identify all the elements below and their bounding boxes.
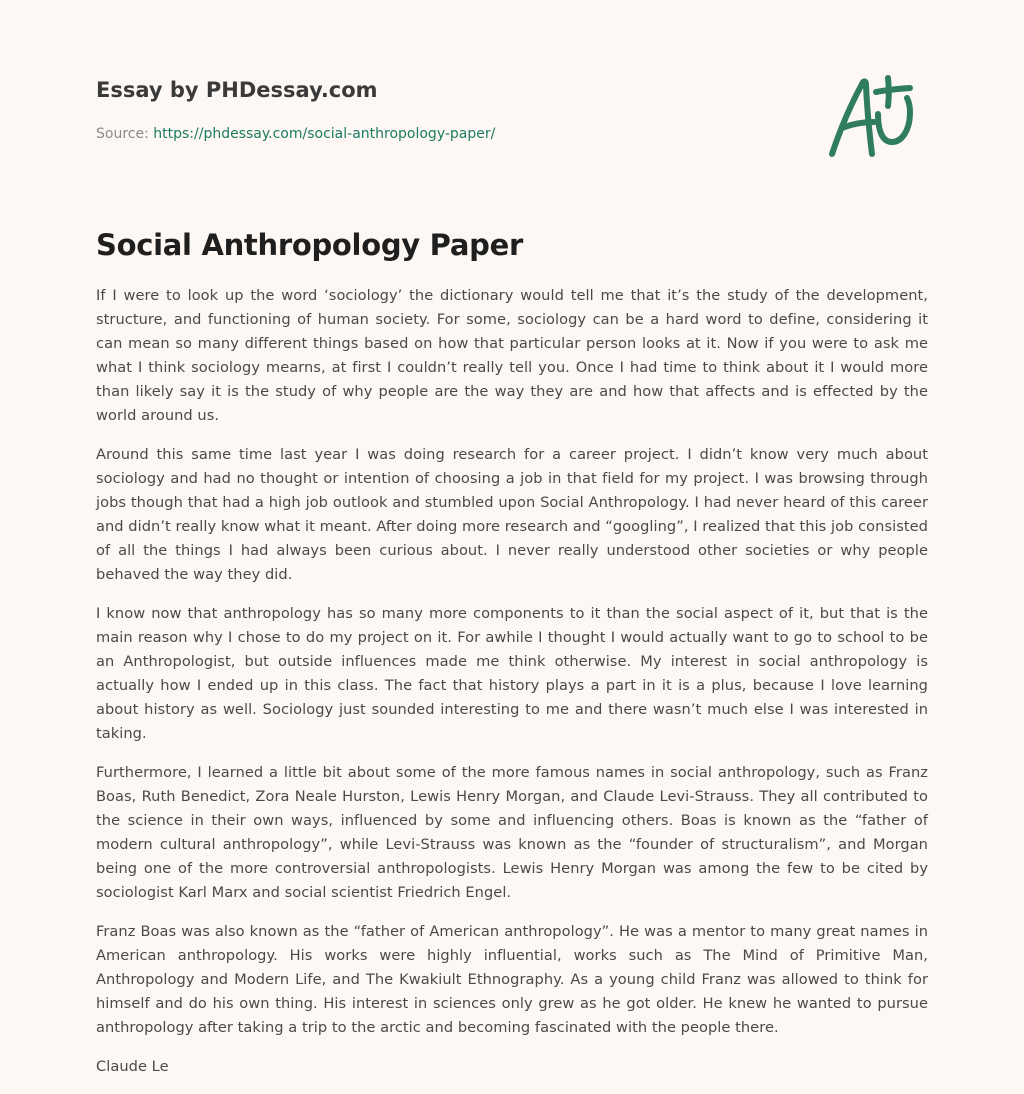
essay-paragraph-truncated: Claude Le [96,1058,169,1075]
essay-body [96,284,928,1094]
source-label: Source: [96,126,154,142]
essay-paragraph: I know now that anthropology has so many more components to it than the social aspect of it, but that is the main reason why I chose to do my project on it. For awhile I thought I would actually want to go to school to be an Anthropologist, but outside influences made me think otherwise. My interest in social anthropology is actually how I ended up in this class. The fact that history plays a part in it is a plus, because I love learning about history as well. Sociology just sounded interesting to me and there wasn’t much else I was interested in taking. [96,605,928,742]
source-link[interactable]: https://phdessay.com/social-anthropology-paper/ [153,126,496,142]
essay-paragraph: Furthermore, I learned a little bit about some of the more famous names in social anthropology, such as Franz Boas, Ruth Benedict, Zora Neale Hurston, Lewis Henry Morgan, and Claude Levi-Strauss. They all contributed to the science in their own ways, influenced by some and influencing others. Boas is known as the “father of modern cultural anthropology”, while Levi-Strauss was known as the “founder of structuralism”, and Morgan being one of the more controversial anthropologists. Lewis Henry Morgan was among the few to be cited by sociologist Karl Marx and social scientist Friedrich Engel. [96,764,928,901]
page-header [96,76,928,186]
a-plus-logo-icon [818,68,928,168]
essay-title: Social Anthropology Paper [96,228,523,262]
essay-paragraph: Around this same time last year I was doing research for a career project. I didn’t know very much about sociology and had no thought or intention of choosing a job in that field for my project. I was browsing through jobs though that had a high job outlook and stumbled upon Social Anthropology. I had never heard of this career and didn’t really know what it meant. After doing more research and “googling”, I realized that this job consisted of all the things I had always been curious about. I never really understood other societies or why people behaved the way they did. [96,446,928,583]
essay-paragraph: If I were to look up the word ‘sociology’ the dictionary would tell me that it’s the study of the development, structure, and functioning of human society. For some, sociology can be a hard word to define, considering it can mean so many different things based on how that particular person looks at it. Now if you were to ask me what I think sociology mearns, at first I couldn’t really tell you. Once I had time to think about it I would more than likely say it is the study of why people are the way they are and how that affects and is effected by the world around us. [96,287,928,424]
brand-title: Essay by PHDessay.com [96,78,378,102]
essay-paragraph: Franz Boas was also known as the “father of American anthropology”. He was a mentor to many great names in American anthropology. His works were highly influential, works such as The Mind of Primitive Man, Anthropology and Modern Life, and The Kwakiult Ethnography. As a young child Franz was allowed to think for himself and do his own thing. His interest in sciences only grew as he got older. He knew he wanted to pursue anthropology after taking a trip to the arctic and becoming fascinated with the people there. [96,923,928,1036]
source-line [96,124,495,144]
